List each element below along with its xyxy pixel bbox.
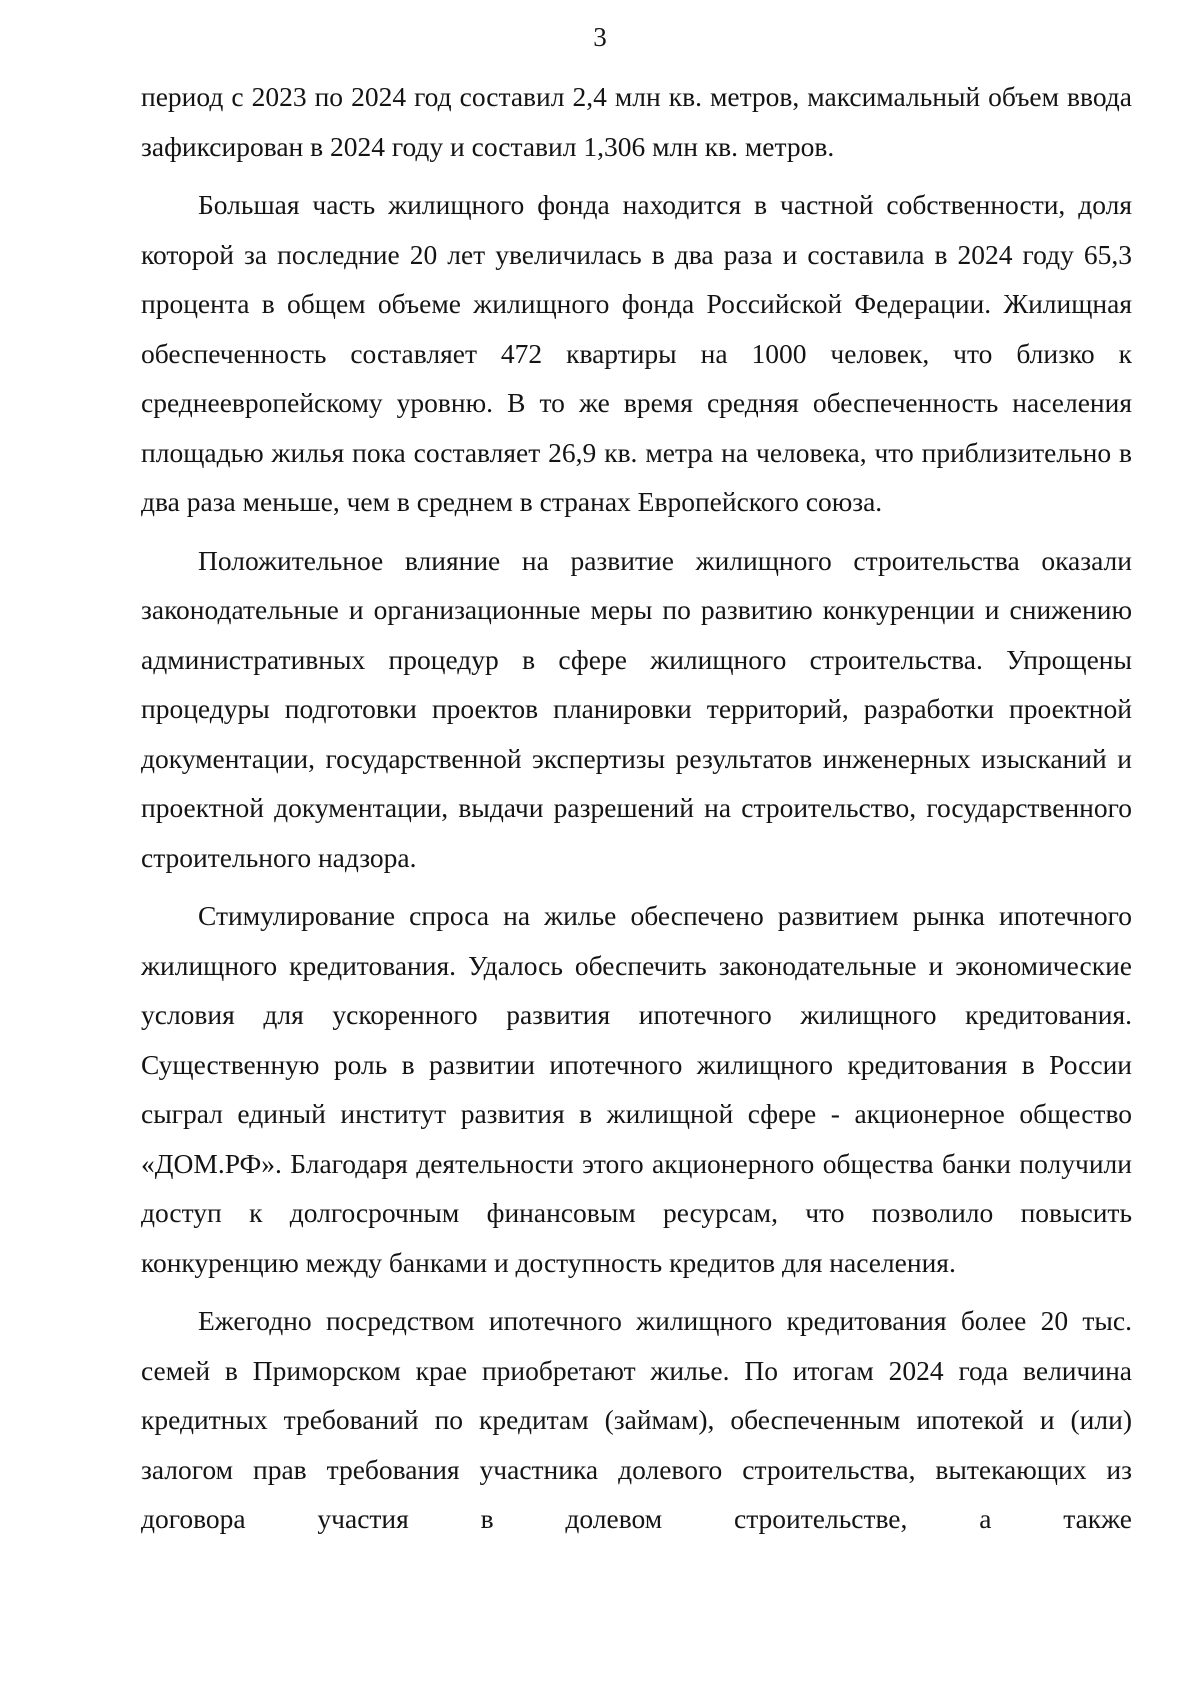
paragraph-housing-stock: Большая часть жилищного фонда находится в частной собственности, доля которой за последние 20 лет увеличилась в два раза и составила в 2024 году 65,3 процента в общем объеме жилищного фонда Российской Федерации. Жилищная обеспеченность составляет 472 квартиры на 1000 человек, что близко к среднеевропейскому уровню. В то же время средняя обеспеченность населения площадью жилья пока составляет 26,9 кв. метра на человека, что приблизительно в два раза меньше, чем в среднем в странах Европейского союза.	[141, 189, 1132, 517]
paragraph-primorsky-mortgage: Ежегодно посредством ипотечного жилищного кредитования более 20 тыс. семей в Приморском крае приобретают жилье. По итогам 2024 года величина кредитных требований по кредитам (займам), обеспеченным ипотекой и (или) залогом прав требования участника долевого строительства, вытекающих из договора участия в долевом строительстве, а также	[141, 1305, 1132, 1534]
paragraph-regulatory-measures: Положительное влияние на развитие жилищного строительства оказали законодательные и организационные меры по развитию конкуренции и снижению административных процедур в сфере жилищного строительства. Упрощены процедуры подготовки проектов планировки территорий, разработки проектной документации, государственной экспертизы результатов инженерных изысканий и проектной документации, выдачи разрешений на строительство, государственного строительного надзора.	[141, 544, 1132, 873]
document-body	[141, 72, 1132, 1553]
page-number: 3	[593, 22, 607, 52]
paragraph-continuation: период с 2023 по 2024 год составил 2,4 млн кв. метров, максимальный объем ввода зафиксирован в 2024 году и составил 1,306 млн кв. метров.	[141, 81, 1132, 162]
paragraph-mortgage-lending: Стимулирование спроса на жилье обеспечено развитием рынка ипотечного жилищного кредитования. Удалось обеспечить законодательные и экономические условия для ускоренного развития ипотечного жилищного кредитования. Существенную роль в развитии ипотечного жилищного кредитования в России сыграл единый институт развития в жилищной сфере - акционерное общество «ДОМ.РФ». Благодаря деятельности этого акционерного общества банки получили доступ к долгосрочным финансовым ресурсам, что позволило повысить конкуренцию между банками и доступность кредитов для населения.	[141, 900, 1132, 1278]
